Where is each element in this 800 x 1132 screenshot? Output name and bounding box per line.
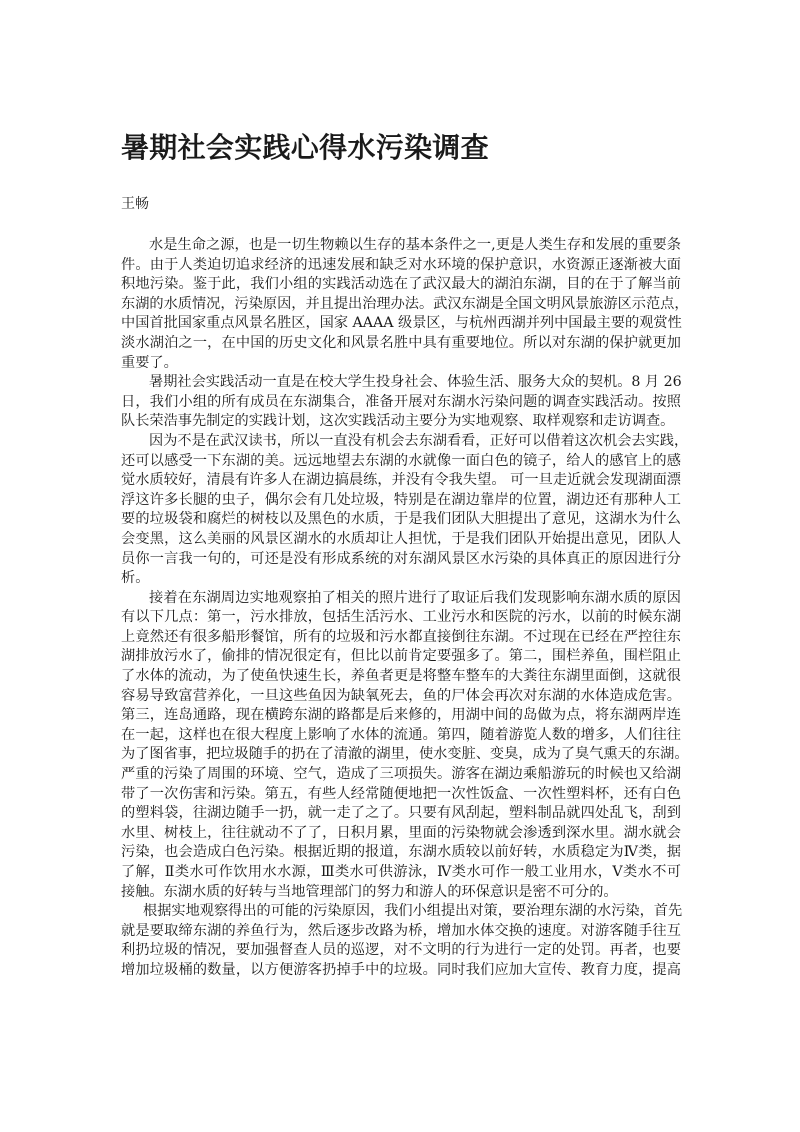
text-line: 了解，Ⅱ类水可作饮用水水源，Ⅲ类水可供游泳，Ⅳ类水可作一般工业用水，Ⅴ类水不可 [121,864,681,880]
text-line: 积地污染。鉴于此，我们小组的实践活动选在了武汉最大的湖泊东湖，目的在于了解当前 [121,276,681,293]
text-line: 为了图省事，把垃圾随手的扔在了清澈的湖里，使水变脏、变臭，成为了臭气熏天的东湖。 [121,746,689,763]
text-line: 了水体的流动，为了使鱼快速生长，养鱼者更是将整车整车的大粪往东湖里面倒，这就很 [121,668,681,685]
text-line: 队长荣浩事先制定的实践计划，这次实践活动主要分为实地观察、取样观察和走访调查。 [121,413,675,430]
text-line: 上竟然还有很多船形餐馆，所有的垃圾和污水都直接倒往东湖。不过现在已经在严控往东 [121,628,681,645]
text-line: 东湖的水质情况，污染原因，并且提出治理办法。武汉东湖是全国文明风景旅游区示范点， [121,295,689,312]
text-line: 因为不是在武汉读书，所以一直没有机会去东湖看看，正好可以借着这次机会去实践， [149,432,689,449]
text-line: 中国首批国家重点风景名胜区，国家 AAAA 级景区，与杭州西湖并列中国最主要的观赏性 [121,315,682,332]
text-line: 增加垃圾桶的数量，以方便游客扔掉手中的垃圾。同时我们应加大宣传、教育力度，提高 [121,961,681,978]
author-name: 王畅 [121,196,149,212]
paragraph-solutions [121,902,681,980]
text-line: 就是要取缔东湖的养鱼行为，然后逐步改路为桥，增加水体交换的速度。对游客随手往互 [121,922,681,939]
text-line: 严重的污染了周围的环境、空气，造成了三项损失。游客在湖边乘船游玩的时候也又给湖 [121,766,681,783]
text-line: 析。 [121,570,150,587]
text-line: 员你一言我一句的，可还是没有形成系统的对东湖风景区水污染的具体真正的原因进行分 [121,550,681,567]
text-line: 接着在东湖周边实地观察拍了相关的照片进行了取证后我们发现影响东湖水质的原因 [149,589,681,606]
text-line: 日，我们小组的所有成员在东湖集合，准备开展对东湖水污染问题的调查实践活动。按照 [121,393,681,410]
paragraph-intro [121,236,689,373]
text-line: 的塑料袋，往湖边随手一扔，就一走了之了。只要有风刮起，塑料制品就四处乱飞，刮到 [121,805,681,822]
article-body [121,236,689,981]
text-line: 容易导致富营养化，一旦这些鱼因为缺氧死去，鱼的尸体会再次对东湖的水体造成危害。 [121,687,681,704]
text-line: 暑期社会实践活动一直是在校大学生投身社会、体验生活、服务大众的契机。8 月 26 [149,374,682,391]
text-line: 会变黑，这么美丽的风景区湖水的水质却让人担忧，于是我们团队开始提出意见，团队人 [121,530,681,547]
text-line: 利扔垃圾的情况，要加强督查人员的巡逻，对不文明的行为进行一定的处罚。再者，也要 [121,942,681,959]
text-line: 湖排放污水了，偷排的情况很定有，但比以前肯定要强多了。第二，围栏养鱼，围栏阻止 [121,648,681,665]
text-line: 浮这许多长腿的虫子，偶尔会有几处垃圾，特别是在湖边靠岸的位置，湖边还有那种人工 [121,491,681,508]
paragraph-observation [121,432,689,589]
text-line: 水里、树枝上，往往就动不了了，日积月累，里面的污染物就会渗透到深水里。湖水就会 [121,824,681,841]
page-title: 暑期社会实践心得水污染调查 [121,131,489,164]
text-line: 污染，也会造成白色污染。根据近期的报道，东湖水质较以前好转，水质稳定为Ⅳ类，据 [121,844,681,861]
text-line: 淡水湖泊之一，在中国的历史文化和风景名胜中具有重要地位。所以对东湖的保护就更加 [121,334,681,351]
paragraph-causes [121,589,689,903]
text-line: 有以下几点：第一，污水排放，包括生活污水、工业污水和医院的污水，以前的时候东湖 [121,609,681,626]
text-line: 要的垃圾袋和腐烂的树枝以及黑色的水质，于是我们团队大胆提出了意见，这湖水为什么 [121,511,681,528]
text-line: 根据实地观察得出的可能的污染原因，我们小组提出对策，要治理东湖的水污染，首先 [143,903,683,920]
text-line: 水是生命之源，也是一切生物赖以生存的基本条件之一,更是人类生存和发展的重要条 [149,237,681,253]
text-line: 重要了。 [121,354,178,371]
text-line: 在一起，这样也在很大程度上影响了水体的流通。第四，随着游览人数的增多，人们往往 [121,726,681,743]
text-line: 接触。东湖水质的好转与当地管理部门的努力和游人的环保意识是密不可分的。 [121,883,618,900]
text-line: 觉水质较好，清晨有许多人在湖边搞晨练，并没有令我失望。 可一旦走近就会发现湖面漂 [121,472,681,489]
paragraph-activity [121,373,681,432]
text-line: 还可以感受一下东湖的美。远远地望去东湖的水就像一面白色的镜子，给人的感官上的感 [121,452,681,469]
text-line: 件。由于人类迫切追求经济的迅速发展和缺乏对水环境的保护意识，水资源正逐渐被大面 [121,256,681,273]
text-line: 第三，连岛通路，现在横跨东湖的路都是后来修的，用湖中间的岛做为点，将东湖两岸连 [121,707,681,724]
text-line: 带了一次伤害和污染。第五，有些人经常随便地把一次性饭盒、一次性塑料杯，还有白色 [121,785,681,802]
